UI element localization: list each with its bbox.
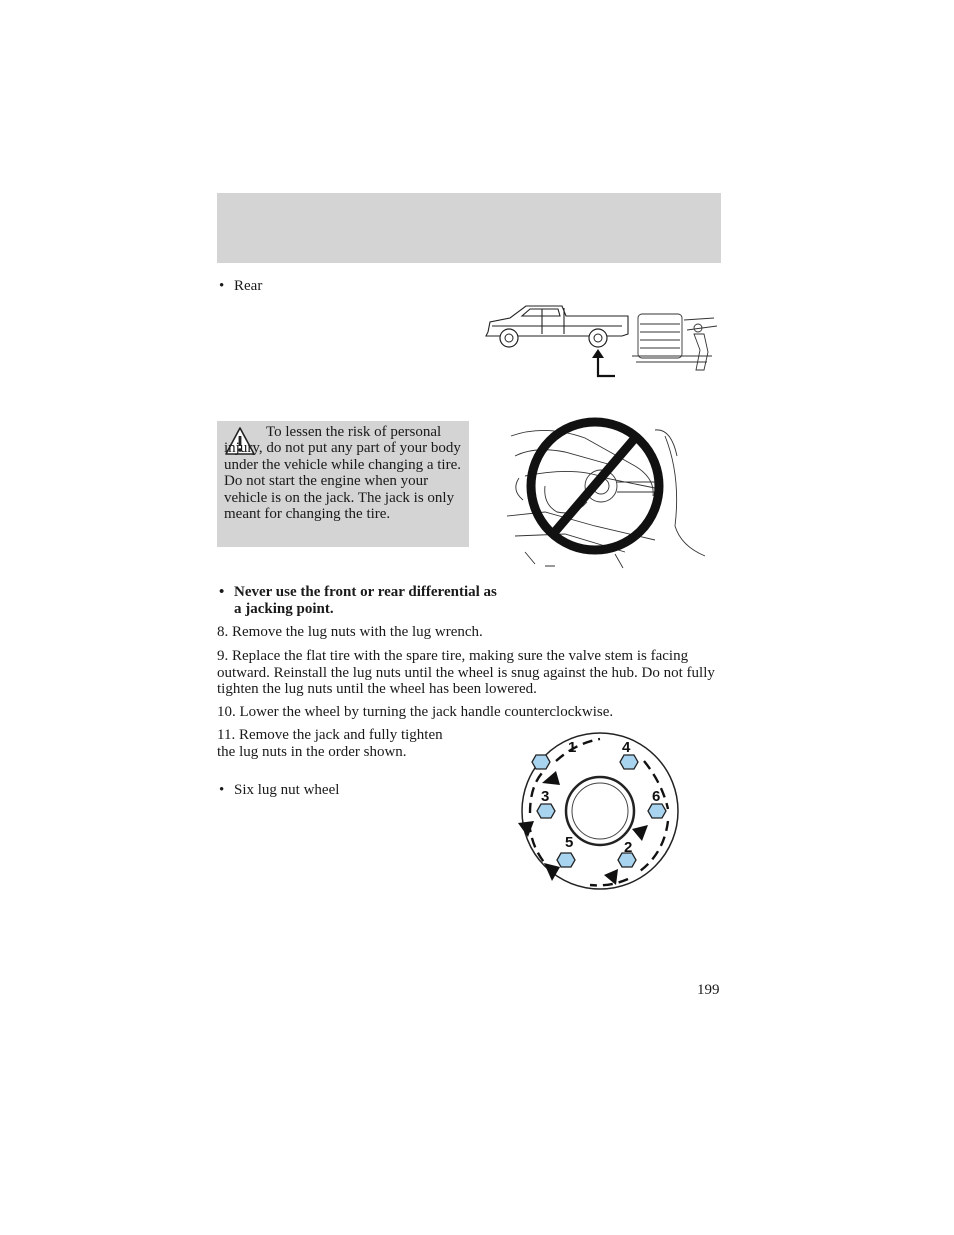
truck-rear-jack-illustration [482, 300, 722, 380]
step-9: 9. Replace the flat tire with the spare tire, making sure the valve stem is facing outward. Reinstall the lug nuts until the wheel is snug against the hub. Do not fully tighten the lug nuts until the wheel has been lowered. [217, 648, 715, 697]
lug-nut-3 [537, 804, 555, 818]
lug-nut-1 [532, 755, 550, 769]
lug-label-1: 1 [568, 739, 577, 756]
lug-label-3: 3 [541, 788, 550, 805]
lug-nut-6 [648, 804, 666, 818]
six-lug-bullet: • Six lug nut wheel [217, 782, 339, 799]
lug-label-5: 5 [565, 834, 574, 851]
differential-warning-bullet: • Never use the front or rear differential as a jacking point. [217, 584, 504, 617]
lug-label-6: 6 [652, 788, 661, 805]
rear-bullet: • Rear [217, 278, 262, 295]
no-body-under-vehicle-illustration [505, 416, 710, 571]
header-band [217, 193, 721, 263]
lug-nut-4 [620, 755, 638, 769]
step-10: 10. Lower the wheel by turning the jack handle counterclockwise. [217, 704, 614, 720]
lug-nut-sequence-diagram [512, 725, 688, 901]
step-11: 11. Remove the jack and fully tighten the lug nuts in the order shown. [217, 727, 443, 760]
step-8: 8. Remove the lug nuts with the lug wrench. [217, 624, 483, 640]
lug-nut-5 [557, 853, 575, 867]
warning-text: To lessen the risk of personal injury, do not put any part of your body under the vehicle while changing a tire. Do not start the engine when your vehicle is on the jack. The jack is only meant for changing the tire. [224, 424, 461, 523]
lug-label-2: 2 [624, 839, 633, 856]
page-number: 199 [697, 982, 720, 998]
lug-label-4: 4 [622, 739, 631, 756]
